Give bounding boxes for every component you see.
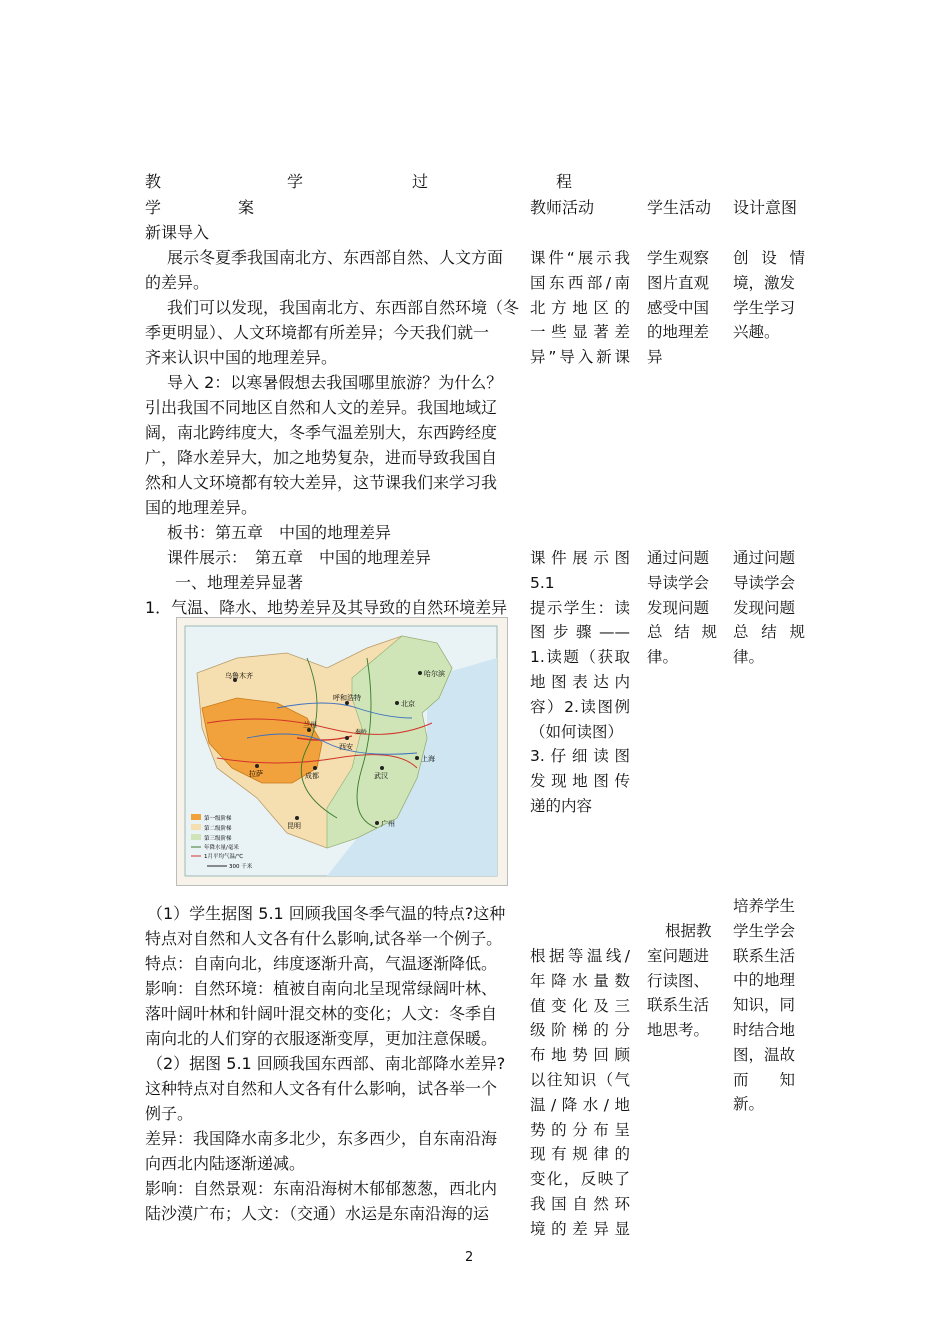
- main-text-line: 展示冬夏季我国南北方、东西部自然、人文方面: [167, 248, 504, 267]
- teacher-line: 境的差异显: [530, 1219, 630, 1238]
- design-line: 总结规: [733, 623, 805, 642]
- main-text-line: 然和人文环境都有较大差异，这节课我们来学习我: [145, 473, 498, 492]
- design-line: 兴趣。: [733, 323, 780, 342]
- map-label-huhehaote: 呼和浩特: [333, 694, 361, 702]
- map-label-harbin: 哈尔滨: [424, 670, 445, 678]
- student-activity-intro: [647, 246, 717, 370]
- design-line: 联系生活: [733, 946, 796, 965]
- teacher-line: 递的内容: [530, 796, 593, 815]
- teacher-line: 课件“展示我: [530, 249, 630, 267]
- teacher-activity-map: [530, 546, 630, 819]
- student-line: 导读学会: [647, 573, 710, 592]
- teacher-line: 温/降水/地: [530, 1095, 630, 1114]
- map-label-chengdu: 成都: [305, 772, 319, 780]
- design-line: 学生学会: [733, 921, 796, 940]
- teacher-activity-review: [530, 944, 630, 1242]
- design-line: 而 知: [733, 1070, 796, 1089]
- main-text-line: 陆沙漠广布；人文：（交通）水运是东南沿海的运: [145, 1204, 490, 1223]
- teacher-line: 年降水量数: [530, 971, 630, 990]
- design-line: 学生学习: [733, 298, 796, 317]
- main-text-line: 我们可以发现，我国南北方、东西部自然环境（冬: [167, 298, 520, 317]
- board-title: 板书：第五章 中国的地理差异: [167, 523, 392, 542]
- main-text-line: 南向北的人们穿的衣服逐渐变厚，更加注意保暖。: [145, 1029, 498, 1048]
- teacher-line: 提示学生：读: [530, 598, 630, 617]
- china-terrain-map: [176, 617, 508, 886]
- map-label-shanghai: 上海: [421, 755, 435, 763]
- student-activity-review: [647, 919, 717, 1043]
- main-text-line: 引出我国不同地区自然和人文的差异。我国地域辽: [145, 398, 498, 417]
- teacher-line: 容）2.读图例: [530, 697, 630, 716]
- design-line: 导读学会: [733, 573, 796, 592]
- main-text-line: （1）学生据图 5.1 回顾我国冬季气温的特点?这种: [147, 904, 506, 923]
- main-text-line: 落叶阔叶林和针阔叶混交林的变化；人文：冬季自: [145, 1004, 498, 1023]
- teacher-line: 5.1: [530, 573, 555, 592]
- teacher-line: 1.读题（获取: [530, 648, 630, 667]
- design-line: 中的地理: [733, 971, 796, 990]
- student-line: 律。: [647, 648, 679, 667]
- design-line: 知识，同: [733, 996, 796, 1015]
- main-text-line: 这种特点对自然和人文各有什么影响，试各举一个: [145, 1079, 498, 1098]
- design-line: 境，激发: [733, 273, 796, 292]
- teacher-line: 异”导入新课: [530, 348, 630, 367]
- courseware-title: 课件展示： 第五章 中国的地理差异: [167, 548, 432, 567]
- teacher-line: 3.仔细读图: [530, 747, 630, 766]
- main-text-line: 国的地理差异。: [145, 498, 258, 517]
- legend-step2: 第二级阶梯: [204, 826, 232, 832]
- header-char-guo: 过: [412, 172, 429, 191]
- page-number: 2: [465, 1250, 474, 1265]
- map-label-qinling: 秦岭: [355, 729, 368, 736]
- map-label-beijing: 北京: [401, 700, 415, 708]
- student-line: 根据教: [665, 922, 712, 940]
- design-intent-map: [733, 546, 805, 670]
- design-line: 图，温故: [733, 1045, 796, 1064]
- student-line: 发现问题: [647, 598, 710, 617]
- teacher-line: 势的分布呈: [530, 1120, 630, 1139]
- student-line: 图片直观: [647, 273, 710, 292]
- map-label-kunming: 昆明: [287, 822, 301, 830]
- header-an: 案: [238, 198, 255, 217]
- student-line: 学生观察: [647, 249, 710, 267]
- teacher-line: 国东西部/南: [530, 273, 630, 292]
- main-text-line: 的差异。: [145, 273, 210, 292]
- header-xue: 学: [145, 198, 162, 217]
- teacher-line: 现有规律的: [530, 1145, 630, 1164]
- header-char-xue: 学: [287, 172, 304, 191]
- teacher-line: 布地势回顾: [530, 1046, 630, 1065]
- main-text-line: 季更明显）、人文环境都有所差异；今天我们就一: [145, 323, 490, 342]
- header-char-cheng: 程: [556, 172, 573, 191]
- teacher-line: 一些显著差: [530, 323, 630, 342]
- legend-step3: 第三级阶梯: [204, 836, 232, 842]
- teacher-line: 图步骤——: [530, 623, 630, 642]
- main-text-line: 向西北内陆逐渐递减。: [145, 1154, 306, 1173]
- design-line: 时结合地: [733, 1020, 796, 1039]
- student-line: 室问题进: [647, 946, 710, 965]
- main-text-line: 影响：自然环境：植被自南向北呈现常绿阔叶林、: [145, 979, 498, 998]
- subsection-heading: 1．气温、降水、地势差异及其导致的自然环境差异: [145, 598, 508, 617]
- design-line: 律。: [733, 648, 765, 667]
- student-activity-map: [647, 546, 717, 670]
- map-scale: 300 千米: [229, 864, 253, 870]
- design-intent-intro: [733, 246, 805, 345]
- student-line: 异: [647, 348, 663, 367]
- teacher-line: 地图表达内: [530, 672, 630, 691]
- legend-step1: 第一级阶梯: [204, 816, 232, 822]
- main-text-line: 差异：我国降水南多北少，东多西少，自东南沿海: [145, 1129, 498, 1148]
- main-text-line: （2）据图 5.1 回顾我国东西部、南北部降水差异?: [147, 1054, 506, 1073]
- teacher-line: 以往知识（气: [530, 1070, 630, 1089]
- design-line: 发现问题: [733, 598, 796, 617]
- map-label-wuhan: 武汉: [374, 772, 388, 780]
- main-text-line: 齐来认识中国的地理差异。: [145, 348, 338, 367]
- map-label-xian: 西安: [339, 743, 353, 751]
- teacher-line: 北方地区的: [530, 298, 630, 317]
- student-line: 的地理差: [647, 323, 710, 342]
- section-new-lesson: 新课导入: [145, 223, 210, 242]
- teacher-line: 课件展示图: [530, 549, 630, 567]
- teacher-line: 根据等温线/: [530, 947, 630, 965]
- main-text-line: 导入 2：以寒暑假想去我国哪里旅游？为什么？: [167, 373, 503, 392]
- student-line: 行读图、: [647, 971, 710, 990]
- header-teacher-activity: 教师活动: [530, 198, 595, 217]
- teacher-line: 级阶梯的分: [530, 1021, 630, 1040]
- main-text-line: 阔，南北跨纬度大，冬季气温差别大，东西跨经度: [145, 423, 498, 442]
- main-text-line: 例子。: [145, 1104, 194, 1123]
- student-line: 地思考。: [647, 1021, 710, 1040]
- design-intent-review: [733, 894, 805, 1117]
- legend-isotherm: 1月平均气温/℃: [204, 854, 244, 860]
- teacher-line: 值变化及三: [530, 996, 630, 1015]
- design-line: 培养学生: [733, 897, 796, 915]
- map-svg: [177, 618, 507, 885]
- map-label-lhasa: 拉萨: [249, 770, 263, 778]
- map-label-guangzhou: 广州: [381, 820, 395, 828]
- student-line: 总结规: [647, 623, 717, 642]
- main-text-line: 影响：自然景观：东南沿海树木郁郁葱葱，西北内: [145, 1179, 498, 1198]
- map-label-wulumuqi: 乌鲁木齐: [225, 672, 253, 680]
- design-line: 新。: [733, 1095, 765, 1114]
- teacher-line: 发现地图传: [530, 772, 630, 791]
- student-line: 联系生活: [647, 996, 710, 1015]
- student-line: 感受中国: [647, 298, 710, 317]
- student-line: 通过问题: [647, 549, 710, 567]
- header-char-jiao: 教: [145, 172, 162, 191]
- header-student-activity: 学生活动: [647, 198, 712, 217]
- main-text-line: 特点对自然和人文各有什么影响,试各举一个例子。: [145, 929, 503, 948]
- teacher-line: （如何读图）: [530, 722, 624, 741]
- design-line: 创设情: [733, 249, 805, 267]
- legend-rainfall: 年降水量/毫米: [204, 845, 239, 851]
- map-label-lanzhou: 兰州: [303, 721, 317, 729]
- teacher-activity-intro: [530, 246, 630, 370]
- main-text-line: 广，降水差异大，加之地势复杂，进而导致我国自: [145, 448, 498, 467]
- teacher-line: 变化，反映了: [530, 1170, 630, 1189]
- design-line: 通过问题: [733, 549, 796, 567]
- teacher-line: 我国自然环: [530, 1194, 630, 1213]
- section-heading: 一、地理差异显著: [175, 573, 304, 592]
- main-text-line: 特点：自南向北，纬度逐渐升高，气温逐渐降低。: [145, 954, 498, 973]
- header-design-intent: 设计意图: [733, 198, 798, 217]
